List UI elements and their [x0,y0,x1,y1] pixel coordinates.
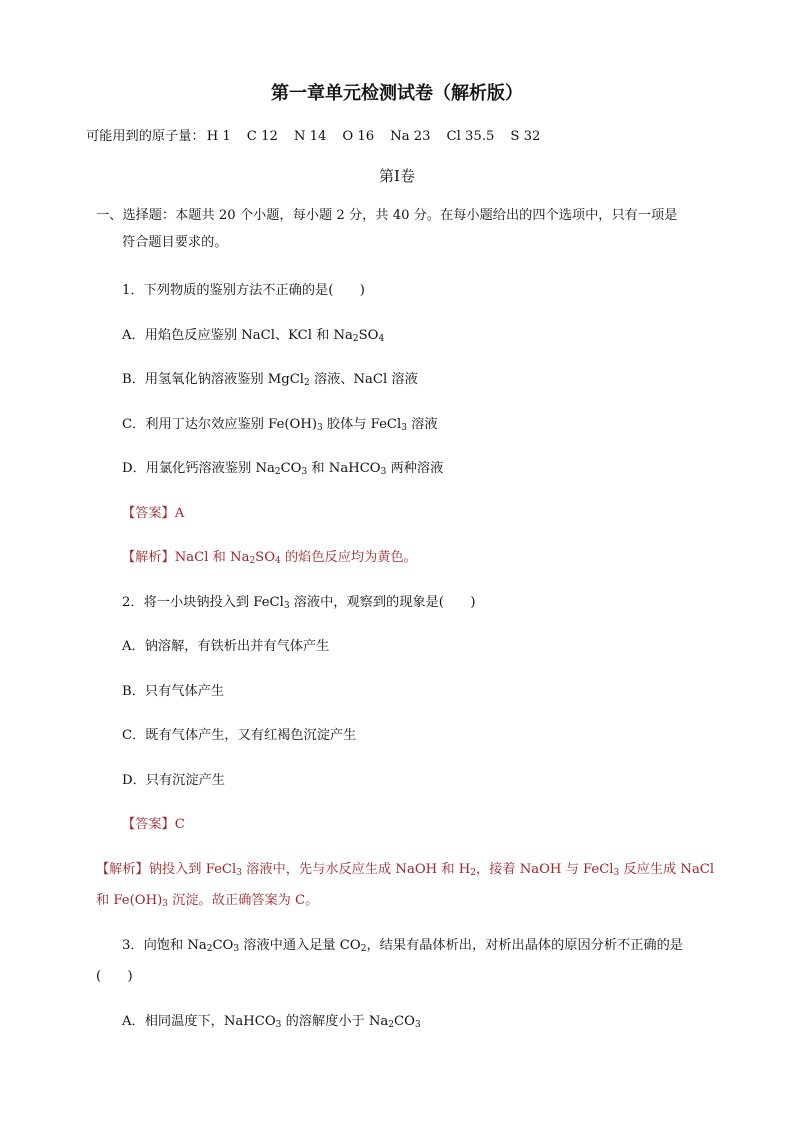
q2-option-b: B．只有气体产生 [122,684,225,699]
mass-item: H 1 [206,129,231,144]
q3-stem-line2: ( ) [96,969,133,984]
q2-stem: 2．将一小块钠投入到 FeCl$_3$ 溶液中，观察到的现象是( ) [122,595,476,611]
section-instructions-line1: 一、选择题：本题共 20 个小题，每小题 2 分，共 40 分。在每小题给出的四个选项中，只有一项是 [96,208,678,223]
q3-stem-line1: 3．向饱和 $Na_2CO_3$ 溶液中通入足量 $CO_2$，结果有晶体析出，对析出晶体的原因分析不正确的是 [122,938,683,954]
q1-analysis: 【解析】NaCl 和 $Na_2SO_4$ 的焰色反应均为黄色。 [122,550,417,566]
q3-option-a: A．相同温度下，NaHCO$_3$ 的溶解度小于 $Na_2CO_3$ [122,1014,421,1030]
mass-item: S 32 [510,129,541,144]
q2-option-d: D．只有沉淀产生 [122,773,225,788]
q1-option-c: C．利用丁达尔效应鉴别 $Fe(OH)_3$ 胶体与 FeCl$_3$ 溶液 [122,417,438,433]
q2-option-c: C．既有气体产生，又有红褐色沉淀产生 [122,728,357,743]
mass-item: O 16 [342,129,375,144]
q1-answer: 【答案】A [122,506,185,521]
q2-analysis-line2: 和 $Fe(OH)_3$ 沉淀。故正确答案为 C。 [96,893,319,909]
q1-option-d: D．用氯化钙溶液鉴别 $Na_2CO_3$ 和 NaHCO$_3$ 两种溶液 [122,461,444,477]
mass-item: C 12 [246,129,278,144]
q2-analysis-line1: 【解析】钠投入到 FeCl$_3$ 溶液中，先与水反应生成 NaOH 和 $H_2$，接着 NaOH 与 FeCl$_3$ 反应生成 NaCl [96,862,715,878]
q1-stem: 1．下列物质的鉴别方法不正确的是( ) [122,283,365,298]
q2-option-a: A．钠溶解，有铁析出并有气体产生 [122,639,330,654]
mass-item: N 14 [293,129,327,144]
q1-option-b: B．用氢氧化钠溶液鉴别 MgCl$_2$ 溶液、NaCl 溶液 [122,372,418,388]
mass-item: Cl 35.5 [446,129,495,144]
volume-heading: 第Ⅰ卷 [379,167,415,185]
page-title: 第一章单元检测试卷（解析版） [271,83,523,104]
section-instructions-line2: 符合题目要求的。 [122,235,228,250]
atomic-masses-label: 可能用到的原子量： [86,129,205,144]
q2-answer: 【答案】C [122,817,185,832]
atomic-masses [86,128,556,146]
q1-option-a: A．用焰色反应鉴别 NaCl、KCl 和 $Na_2SO_4$ [122,328,385,344]
mass-item: Na 23 [390,129,431,144]
